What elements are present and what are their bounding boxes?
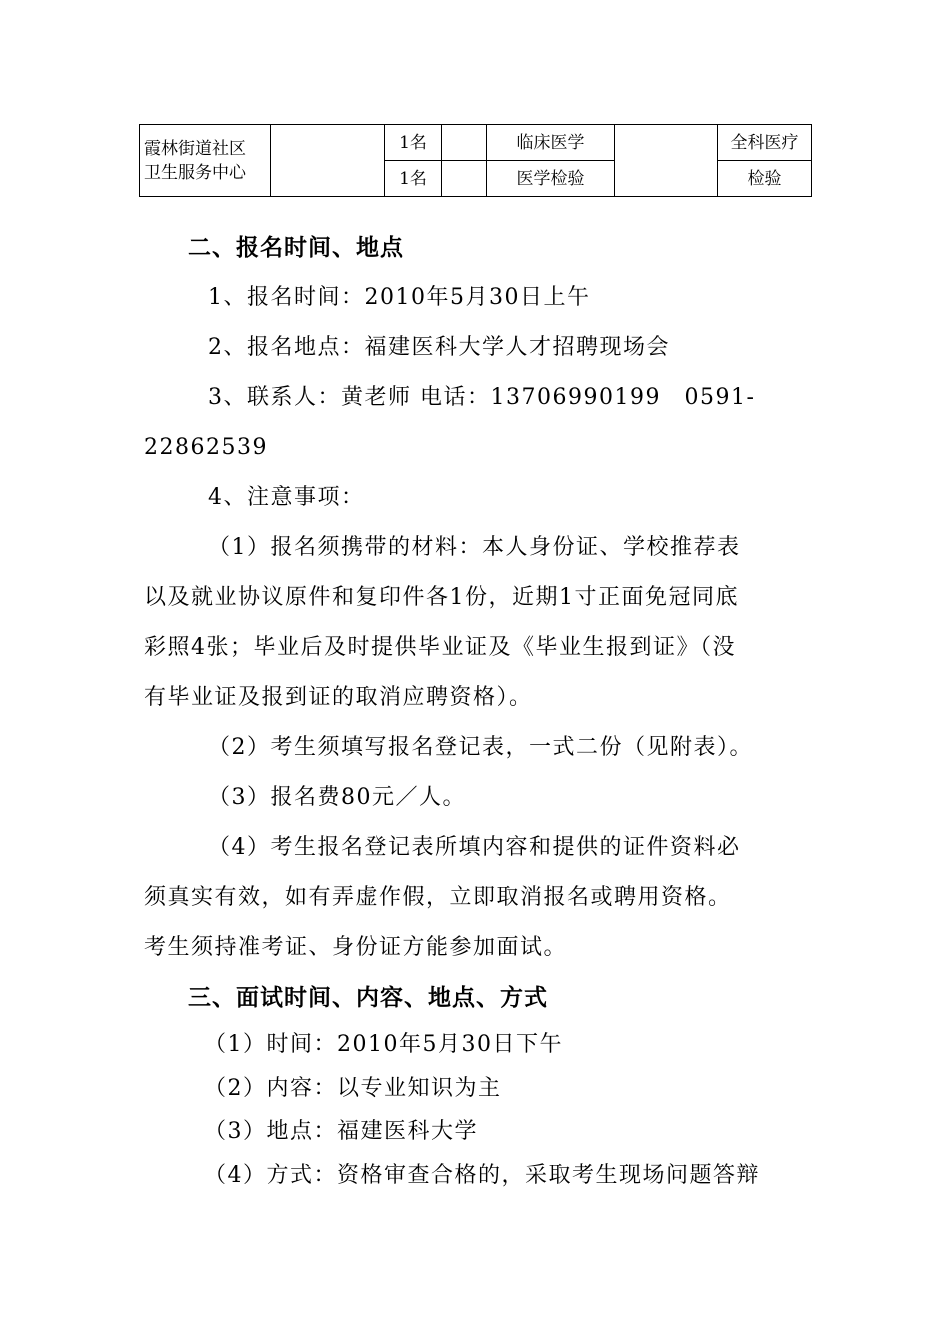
interview-content: （2）内容：以专业知识为主 [204,1076,502,1101]
note-4-line-2: 须真实有效，如有弄虚作假，立即取消报名或聘用资格。 [144,885,732,910]
empty-cell [442,125,487,161]
recruitment-table [139,124,812,197]
unit-name-line-2: 卫生服务中心 [144,162,246,183]
interview-method: （4）方式：资格审查合格的，采取考生现场问题答辩 [204,1163,760,1188]
table-row [140,125,812,161]
registration-time: 1、报名时间：2010年5月30日上午 [208,285,591,310]
registration-place: 2、报名地点：福建医科大学人才招聘现场会 [208,335,670,360]
major-cell: 医学检验 [487,161,615,197]
contact-phone-continued: 22862539 [144,435,268,460]
empty-cell [615,125,718,197]
requirement-cell: 全科医疗 [718,125,812,161]
section-3-heading: 三、面试时间、内容、地点、方式 [188,985,548,1011]
empty-cell [271,125,385,197]
note-4-line-3: 考生须持准考证、身份证方能参加面试。 [144,935,568,960]
unit-cell [140,125,271,197]
major-cell: 临床医学 [487,125,615,161]
note-4-line-1: （4）考生报名登记表所填内容和提供的证件资料必 [208,835,741,860]
note-1-line-3: 彩照4张；毕业后及时提供毕业证及《毕业生报到证》（没 [144,635,736,660]
interview-time: （1）时间：2010年5月30日下午 [204,1032,563,1057]
note-2: （2）考生须填写报名登记表，一式二份（见附表）。 [208,735,753,760]
empty-cell [442,161,487,197]
interview-place: （3）地点：福建医科大学 [204,1119,478,1144]
count-cell: 1名 [385,161,442,197]
requirement-cell: 检验 [718,161,812,197]
note-1-line-4: 有毕业证及报到证的取消应聘资格）。 [144,685,533,710]
note-1-line-1: （1）报名须携带的材料：本人身份证、学校推荐表 [208,535,741,560]
note-3: （3）报名费80元／人。 [208,785,466,810]
notes-heading: 4、注意事项： [208,485,365,510]
section-2-heading: 二、报名时间、地点 [188,235,404,261]
note-1-line-2: 以及就业协议原件和复印件各1份，近期1寸正面免冠同底 [144,585,739,610]
unit-name-line-1: 霞林街道社区 [144,138,246,159]
count-cell: 1名 [385,125,442,161]
contact-person: 3、联系人：黄老师 电话：13706990199 0591- [208,385,756,410]
